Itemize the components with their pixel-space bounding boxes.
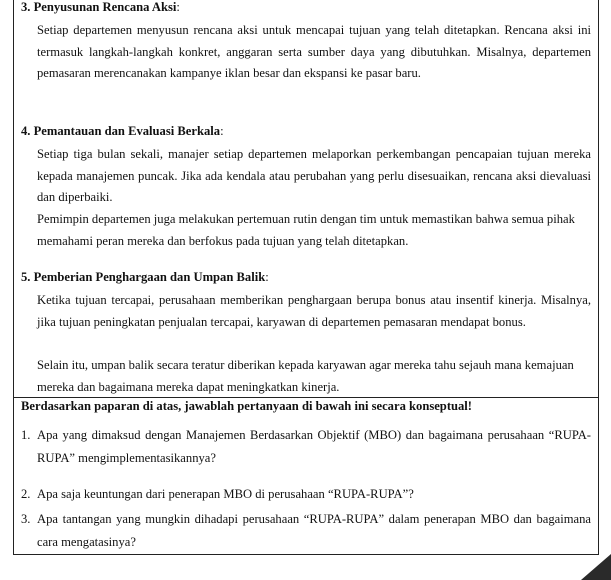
corner-decoration-polygon bbox=[581, 554, 611, 580]
section-heading-4: 4. Pemantauan dan Evaluasi Berkala: bbox=[21, 124, 224, 138]
question-item-3 bbox=[21, 508, 591, 554]
section-4-paragraph-2: Pemimpin departemen juga melakukan pertemuan rutin dengan tim untuk memastikan bahwa semua pihak memahami peran mereka dan berfokus pada tujuan yang telah ditetapkan. bbox=[37, 212, 575, 248]
question-item-2 bbox=[21, 483, 591, 506]
section-5-paragraph-2: Selain itu, umpan balik secara teratur diberikan kepada karyawan agar mereka tahu sejauh mana kemajuan mereka dan bagaimana mereka dapat meningkatkan kinerja. bbox=[37, 358, 574, 394]
question-text: Apa saja keuntungan dari penerapan MBO di perusahaan “RUPA-RUPA”? bbox=[37, 487, 414, 501]
section-4-paragraph-1: Setiap tiga bulan sekali, manajer setiap departemen melaporkan perkembangan pencapaian tujuan mereka kepada manajemen puncak. Jika ada kendala atau perubahan yang perlu disesuaikan, rencana aksi dievaluasi dan diperbaiki. bbox=[37, 147, 591, 205]
question-text: Apa yang dimaksud dengan Manajemen Berdasarkan Objektif (MBO) dan bagaimana perusahaan “RUPA-RUPA” mengimplementasikannya? bbox=[37, 428, 591, 465]
section-3-paragraph-1: Setiap departemen menyusun rencana aksi untuk mencapai tujuan yang telah ditetapkan. Rencana aksi ini termasuk langkah-langkah konkret, anggaran serta sumber daya yang dibutuhkan. Misalnya, departemen pemasaran merencanakan kampanye iklan besar dan ekspansi ke pasar baru. bbox=[37, 23, 591, 81]
section-heading-5-text: 5. Pemberian Penghargaan dan Umpan Balik bbox=[21, 270, 266, 284]
questions-title: Berdasarkan paparan di atas, jawablah pertanyaan di bawah ini secara konseptual! bbox=[21, 399, 473, 413]
section-5-paragraph-1: Ketika tujuan tercapai, perusahaan memberikan penghargaan berupa bonus atau insentif kinerja. Misalnya, jika tujuan peningkatan penjualan tercapai, karyawan di departemen pemasaran mendapat bonus. bbox=[37, 293, 591, 329]
section-heading-4-text: 4. Pemantauan dan Evaluasi Berkala bbox=[21, 124, 221, 138]
section-divider bbox=[14, 397, 598, 398]
section-heading-3-text: 3. Penyusunan Rencana Aksi bbox=[21, 0, 177, 14]
question-number: 1. bbox=[21, 428, 31, 442]
question-item-1 bbox=[21, 424, 591, 470]
question-number: 3. bbox=[21, 512, 31, 526]
section-heading-5: 5. Pemberian Penghargaan dan Umpan Balik: bbox=[21, 270, 269, 284]
section-heading-3: 3. Penyusunan Rencana Aksi: bbox=[21, 0, 180, 14]
question-text: Apa tantangan yang mungkin dihadapi perusahaan “RUPA-RUPA” dalam penerapan MBO dan bagaimana cara mengatasinya? bbox=[37, 512, 591, 549]
question-number: 2. bbox=[21, 487, 31, 501]
corner-decoration-shape bbox=[551, 554, 611, 580]
